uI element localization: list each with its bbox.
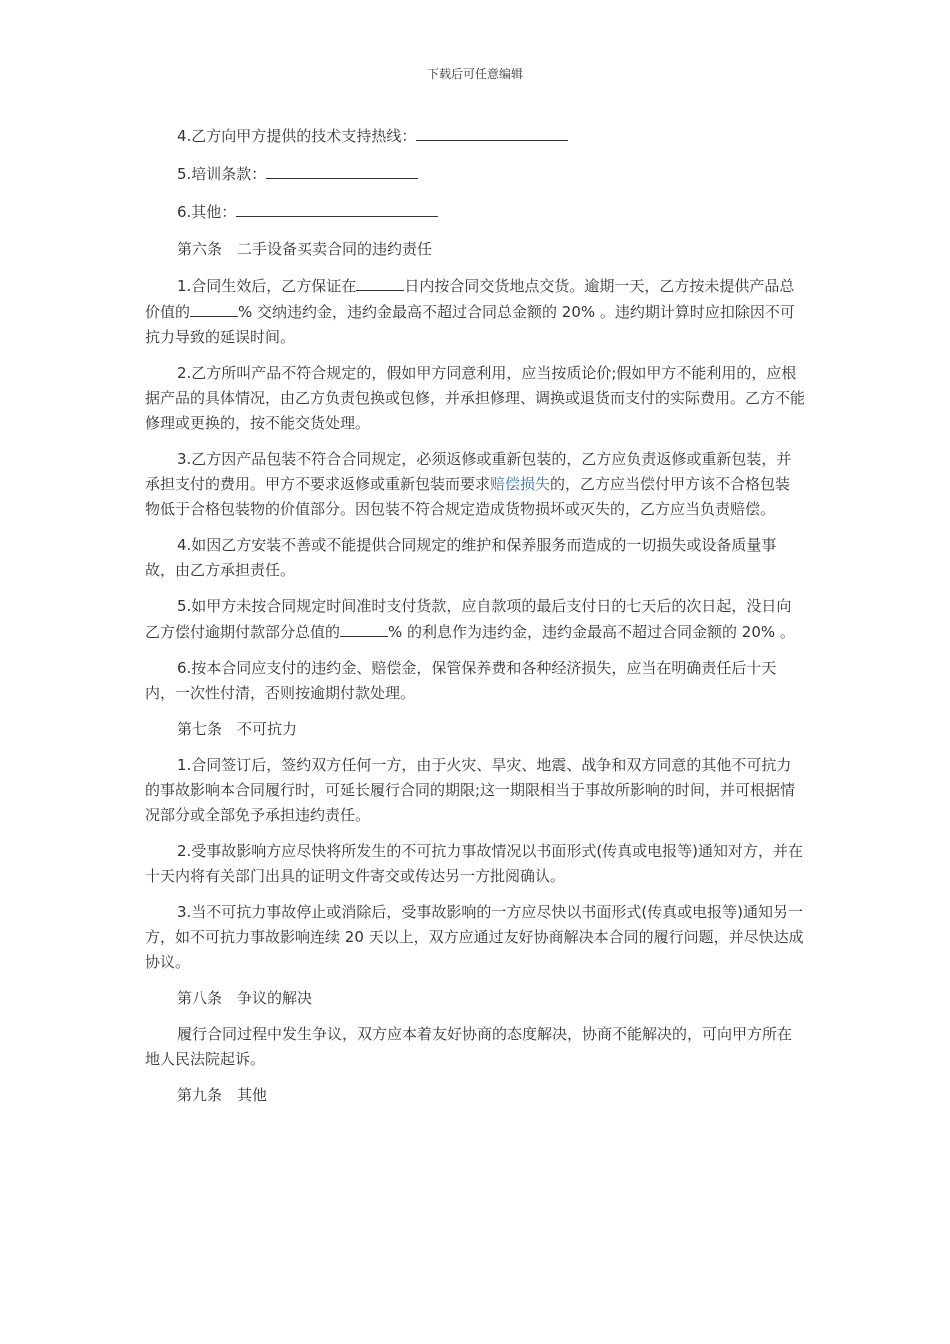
article-7-clause-3: 3.当不可抗力事故停止或消除后，受事故影响的一方应尽快以书面形式(传真或电报等)通知另一方，如不可抗力事故影响连续 20 天以上，双方应通过友好协商解决本合同的履行问题，并尽快达成协议。 <box>145 903 804 971</box>
article-6-clause-6: 6.按本合同应支付的违约金、赔偿金，保管保养费和各种经济损失，应当在明确责任后十天内，一次性付清，否则按逾期付款处理。 <box>145 659 777 702</box>
clause-text: 的，乙方应当偿付甲方该不合格包装物低于合格包装物的价值部分。因包装不符合规定造成货物损坏或灭失的，乙方应当负责赔偿。 <box>145 475 791 518</box>
article-7-clause-1: 1.合同签订后，签约双方任何一方，由于火灾、旱灾、地震、战争和双方同意的其他不可抗力的事故影响本合同履行时，可延长履行合同的期限;这一期限相当于事故所影响的时间，并可根据情况部分或全部免予承担违约责任。 <box>145 756 796 824</box>
clause-text: 日内按合同交货地点交货。逾期一天，乙方按未提供产品总价值的 <box>145 277 795 321</box>
article-8-clause-1: 履行合同过程中发生争议，双方应本着友好协商的态度解决，协商不能解决的，可向甲方所在地人民法院起诉。 <box>145 1025 793 1068</box>
fill-in-blank[interactable] <box>236 199 438 217</box>
fill-in-blank[interactable] <box>340 619 388 637</box>
article-7-title: 第七条 不可抗力 <box>177 720 298 738</box>
fill-in-blank[interactable] <box>416 123 568 141</box>
article-9-title: 第九条 其他 <box>177 1086 268 1104</box>
clause-text: % 的利息作为违约金，违约金最高不超过合同金额的 20% 。 <box>388 623 795 641</box>
article-8-title: 第八条 争议的解决 <box>177 989 313 1007</box>
clause-label: 4.乙方向甲方提供的技术支持热线： <box>177 127 417 145</box>
fill-in-blank[interactable] <box>266 161 418 179</box>
clause-training <box>145 161 805 187</box>
article-6-clause-3 <box>145 447 805 522</box>
article-6-clause-5 <box>145 594 805 645</box>
page-header: 下载后可任意编辑 <box>426 67 523 81</box>
clause-label: 6.其他： <box>177 203 237 221</box>
fill-in-blank[interactable] <box>356 273 404 291</box>
compensation-link[interactable]: 赔偿损失 <box>490 475 551 493</box>
clause-text: 5.如甲方未按合同规定时间准时支付货款，应自款项的最后支付日的七天后的次日起，没日向乙方偿付逾期付款部分总值的 <box>145 597 792 641</box>
article-6-clause-4: 4.如因乙方安装不善或不能提供合同规定的维护和保养服务而造成的一切损失或设备质量事故，由乙方承担责任。 <box>145 536 777 579</box>
clause-support-hotline <box>145 123 805 149</box>
article-7-clause-2: 2.受事故影响方应尽快将所发生的不可抗力事故情况以书面形式(传真或电报等)通知对方，并在十天内将有关部门出具的证明文件寄交或传达另一方批阅确认。 <box>145 842 804 885</box>
document-body <box>145 123 805 1119</box>
clause-text: 3.乙方因产品包装不符合合同规定，必须返修或重新包装的，乙方应负责返修或重新包装，并承担支付的费用。甲方不要求返修或重新包装而要求 <box>145 450 792 493</box>
clause-text: 1.合同生效后，乙方保证在 <box>177 277 357 295</box>
article-6-clause-2: 2.乙方所叫产品不符合规定的，假如甲方同意利用，应当按质论价;假如甲方不能利用的，应根据产品的具体情况，由乙方负责包换或包修，并承担修理、调换或退货而支付的实际费用。乙方不能修理或更换的，按不能交货处理。 <box>145 364 806 432</box>
clause-other <box>145 199 805 225</box>
article-6-title: 第六条 二手设备买卖合同的违约责任 <box>177 240 433 258</box>
article-6-clause-1 <box>145 273 805 350</box>
clause-label: 5.培训条款： <box>177 165 267 183</box>
fill-in-blank[interactable] <box>190 299 238 317</box>
clause-text: % 交纳违约金，违约金最高不超过合同总金额的 20% 。违约期计算时应扣除因不可抗力导致的延误时间。 <box>145 303 795 346</box>
